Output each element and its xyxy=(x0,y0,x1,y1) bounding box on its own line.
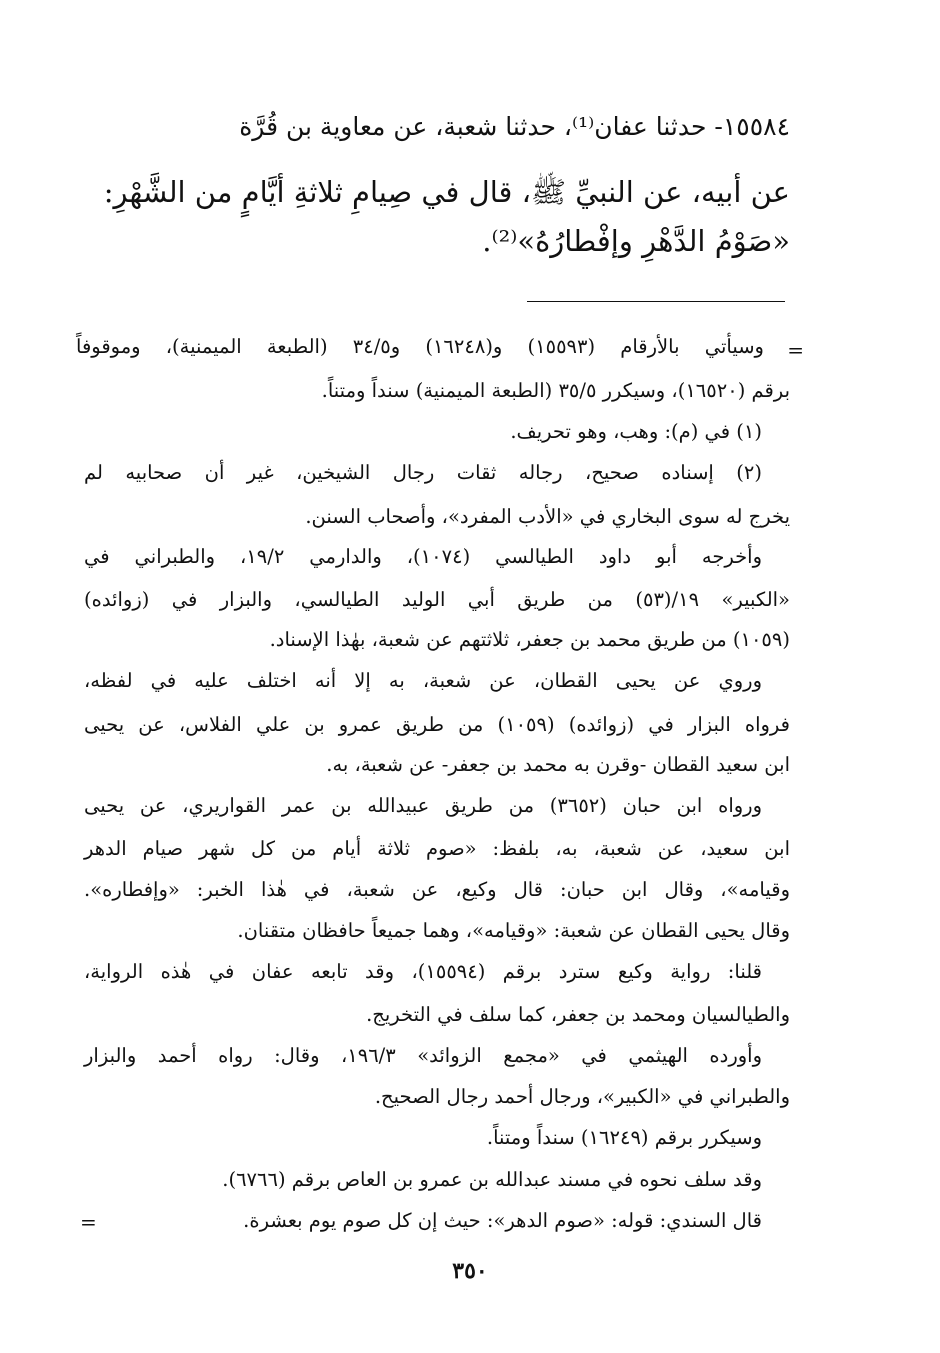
footnote-line: ابن سعيد، عن شعبة، به، بلفظ: «صوم ثلاثة أيام من كل شهر صيام الدهر xyxy=(84,837,790,860)
hadith-line-2: عن أبيه، عن النبيِّ ﷺ، قال في صِيامِ ثلاثةِ أيَّامٍ من الشَّهْرِ: xyxy=(103,175,790,209)
footnote-line: والطيالسيان ومحمد بن جعفر، كما سلف في التخريج. xyxy=(366,1003,790,1026)
end-continuation-marker: = xyxy=(80,1210,97,1234)
footnote-line: وأورده الهيثمي في «مجمع الزوائد» ١٩٦/٣، وقال: رواه أحمد والبزار xyxy=(84,1044,762,1067)
page-number: ٣٥٠ xyxy=(452,1258,488,1284)
footnote-line: (٢) إسناده صحيح، رجاله ثقات رجال الشيخين، غير أن صحابيه لم xyxy=(84,461,762,484)
footnote-line: (١) في (م): وهب، وهو تحريف. xyxy=(510,420,762,443)
footnote-line: وقد سلف نحوه في مسند عبدالله بن عمرو بن العاص برقم (٦٧٦٦). xyxy=(222,1168,762,1191)
footnote-line: والطبراني في «الكبير»، ورجال أحمد رجال الصحيح. xyxy=(374,1085,790,1108)
footnote-line: وروي عن يحيى القطان، عن شعبة، به إلا أنه اختلف عليه في لفظه، xyxy=(84,669,762,692)
footnote-line: وقيامه»، وقال ابن حبان: قال وكيع، عن شعبة، في هٰذا الخبر: «وإفطاره». xyxy=(84,878,790,901)
footnote-line: وقال يحيى القطان عن شعبة: «وقيامه»، وهما جميعاً حافظان متقنان. xyxy=(237,919,790,942)
footnote-line: يخرج له سوى البخاري في «الأدب المفرد»، وأصحاب السنن. xyxy=(305,505,790,528)
footnote-line: فرواه البزار في (زوائده) (١٠٥٩) من طريق عمرو بن علي الفلاس، عن يحيى xyxy=(84,713,790,736)
footnote-line: ورواه ابن حبان (٣٦٥٢) من طريق عبيدالله بن عمر القواريري، عن يحيى xyxy=(84,794,762,817)
footnote-line: (١٠٥٩) من طريق محمد بن جعفر، ثلاثتهم عن شعبة، بهٰذا الإسناد. xyxy=(269,628,790,651)
footnote-line: قال السندي: قوله: «صوم الدهر»: حيث إن كل صوم يوم بعشرة. xyxy=(243,1209,762,1232)
footnote-line: وسيكرر برقم (١٦٢٤٩) سنداً ومتناً. xyxy=(486,1126,762,1149)
continuation-marker: = xyxy=(787,338,804,362)
hadith-line-3: «صَوْمُ الدَّهْرِ وإفْطارُهُ»⁽²⁾. xyxy=(482,224,790,258)
footnote-line: «الكبير» ١٩/(٥٣) من طريق أبي الوليد الطيالسي، والبزار في (زوائده) xyxy=(84,588,790,611)
hadith-line-1: ١٥٥٨٤- حدثنا عفان⁽¹⁾، حدثنا شعبة، عن معاوية بن قُرَّة xyxy=(239,112,790,141)
footnote-line: وأخرجه أبو داود الطيالسي (١٠٧٤)، والدارمي ١٩/٢، والطبراني في xyxy=(84,545,763,568)
footnote-line: قلنا: رواية وكيع سترد برقم (١٥٥٩٤)، وقد تابعه عفان في هٰذه الرواية، xyxy=(84,960,762,983)
footnote-separator xyxy=(527,301,785,302)
footnote-line: ابن سعيد القطان -وقرن به محمد بن جعفر- عن شعبة، به. xyxy=(326,753,790,776)
footnote-line: وسيأتي بالأرقام (١٥٥٩٣) و(١٦٢٤٨) و٣٤/٥ (الطبعة الميمنية)، وموقوفاً xyxy=(76,335,764,358)
footnote-line: برقم (١٦٥٢٠)، وسيكرر ٣٥/٥ (الطبعة الميمنية) سنداً ومتناً. xyxy=(321,379,790,402)
